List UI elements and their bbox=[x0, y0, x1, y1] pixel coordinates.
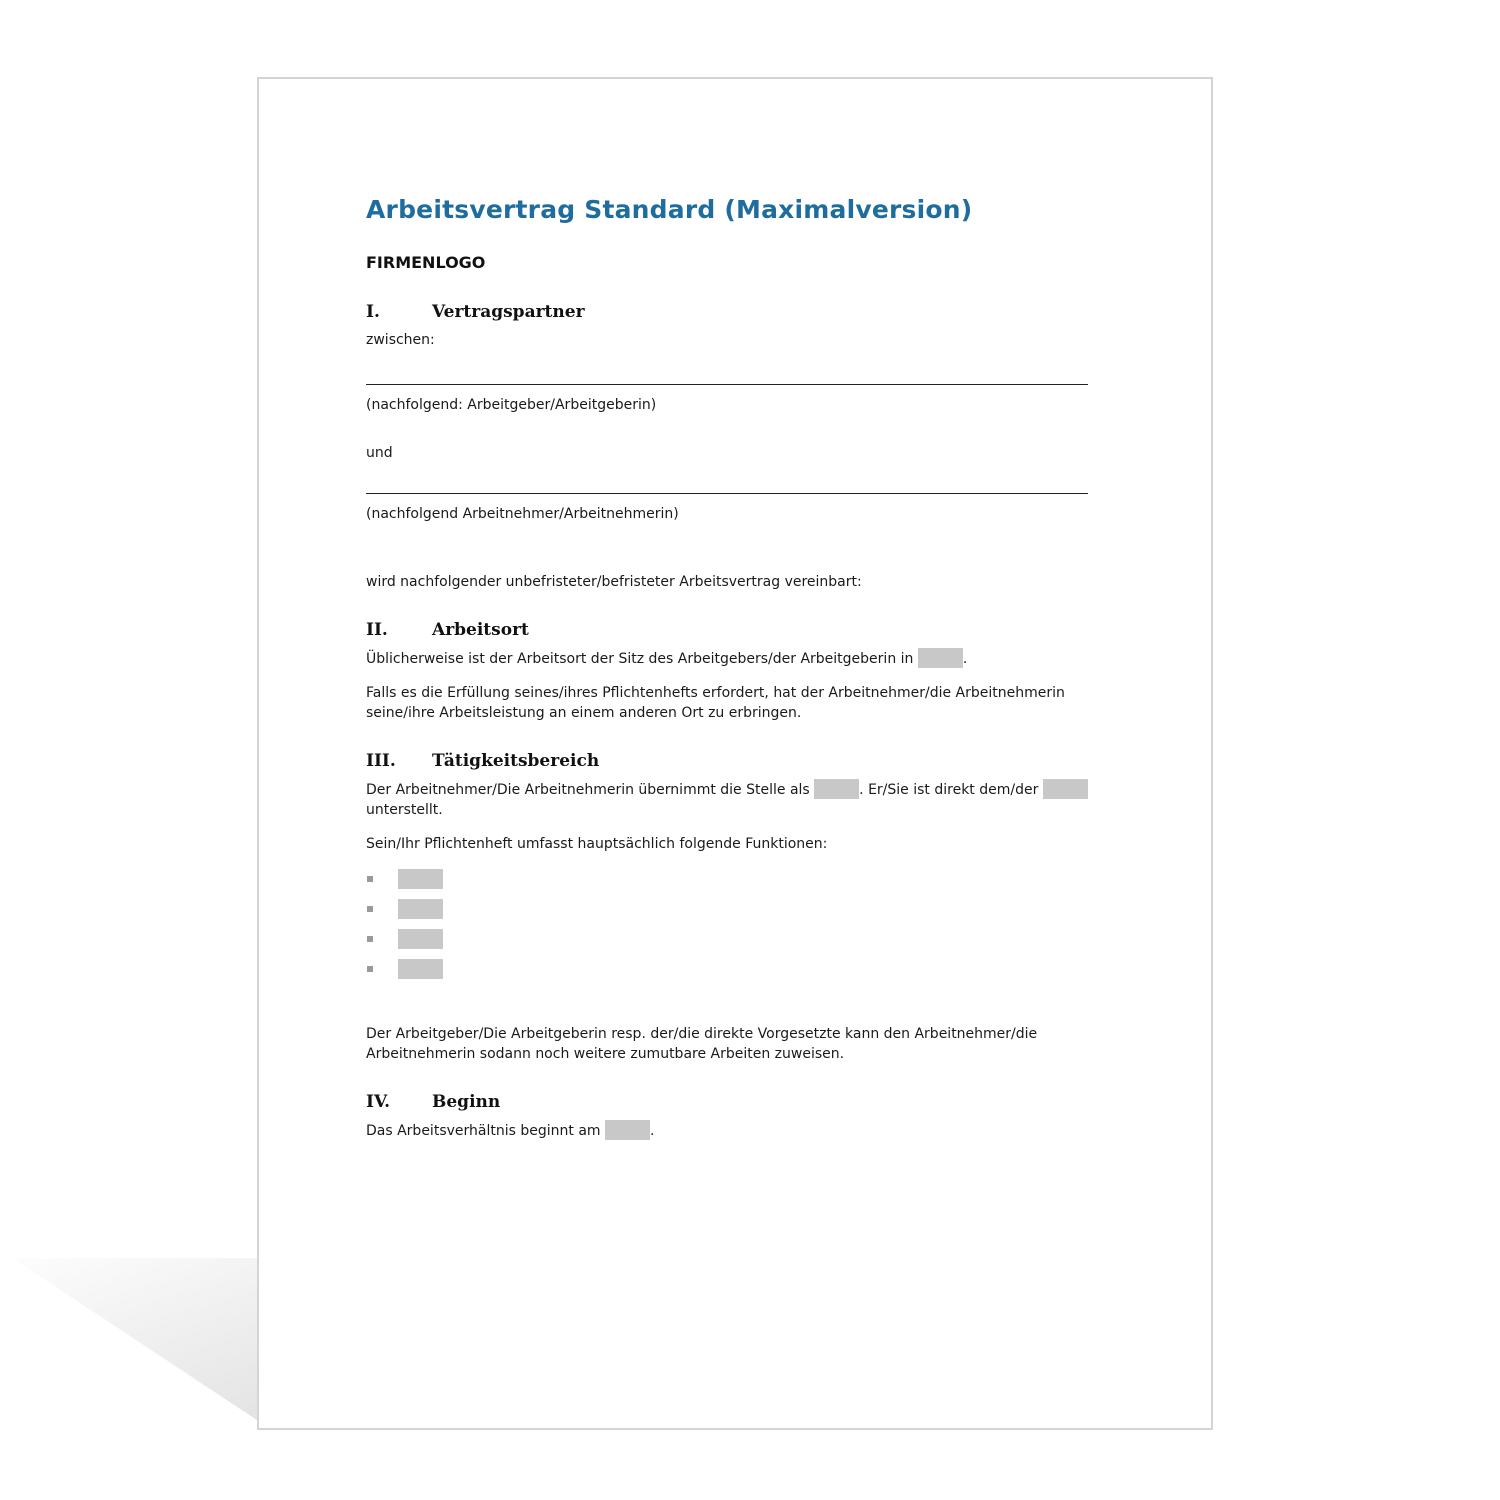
list-item bbox=[366, 924, 1104, 954]
employee-signature-line[interactable] bbox=[366, 493, 1088, 494]
page-shadow bbox=[12, 1258, 272, 1430]
employer-label: (nachfolgend: Arbeitgeber/Arbeitgeberin) bbox=[366, 397, 657, 413]
position-text-mid: . Er/Sie ist direkt dem/der bbox=[859, 782, 1039, 798]
section-heading-arbeitsort bbox=[366, 618, 1104, 642]
section-heading-vertragspartner bbox=[366, 300, 1104, 324]
start-date-text: Das Arbeitsverhältnis beginnt am bbox=[366, 1123, 601, 1139]
position-title-field[interactable] bbox=[814, 779, 859, 799]
section-heading-taetigkeitsbereich bbox=[366, 749, 1104, 773]
duty-field-2[interactable] bbox=[398, 899, 443, 919]
parties-connector: und bbox=[366, 445, 393, 461]
supervisor-field[interactable] bbox=[1043, 779, 1088, 799]
list-item bbox=[366, 864, 1104, 894]
document-title: Arbeitsvertrag Standard (Maximalversion) bbox=[366, 195, 973, 224]
position-paragraph bbox=[366, 779, 1104, 820]
company-logo-placeholder: FIRMENLOGO bbox=[366, 253, 486, 272]
section-heading-beginn bbox=[366, 1090, 1104, 1114]
bullet-icon bbox=[367, 876, 373, 882]
workplace-text: Üblicherweise ist der Arbeitsort der Sitz des Arbeitgebers/der Arbeitgeberin in bbox=[366, 651, 914, 667]
contract-agreement-text: wird nachfolgender unbefristeter/befristeter Arbeitsvertrag vereinbart: bbox=[366, 574, 862, 590]
duty-field-3[interactable] bbox=[398, 929, 443, 949]
section-number: I. bbox=[366, 302, 380, 322]
section-title: Beginn bbox=[432, 1092, 501, 1112]
employee-label: (nachfolgend Arbeitnehmer/Arbeitnehmerin) bbox=[366, 506, 679, 522]
section-title: Vertragspartner bbox=[432, 302, 585, 322]
position-text-end: unterstellt. bbox=[366, 802, 443, 818]
section-number: II. bbox=[366, 620, 388, 640]
start-date-paragraph bbox=[366, 1120, 1104, 1141]
document-content bbox=[366, 193, 1104, 1141]
document-page bbox=[257, 77, 1213, 1430]
bullet-icon bbox=[367, 906, 373, 912]
section-title: Arbeitsort bbox=[432, 620, 529, 640]
section-number: III. bbox=[366, 751, 396, 771]
workplace-city-field[interactable] bbox=[918, 648, 963, 668]
section-title: Tätigkeitsbereich bbox=[432, 751, 600, 771]
duty-field-1[interactable] bbox=[398, 869, 443, 889]
start-date-text-end: . bbox=[650, 1123, 655, 1139]
position-text: Der Arbeitnehmer/Die Arbeitnehmerin übernimmt die Stelle als bbox=[366, 782, 810, 798]
parties-intro: zwischen: bbox=[366, 332, 435, 348]
duties-intro: Sein/Ihr Pflichtenheft umfasst hauptsächlich folgende Funktionen: bbox=[366, 836, 828, 852]
duties-list bbox=[366, 864, 1104, 984]
workplace-flexibility-paragraph: Falls es die Erfüllung seines/ihres Pflichtenhefts erfordert, hat der Arbeitnehmer/die Arbeitnehmerin seine/ihre Arbeitsleistung an einem anderen Ort zu erbringen. bbox=[366, 685, 1065, 721]
bullet-icon bbox=[367, 966, 373, 972]
list-item bbox=[366, 954, 1104, 984]
duty-field-4[interactable] bbox=[398, 959, 443, 979]
employer-signature-line[interactable] bbox=[366, 384, 1088, 385]
section-number: IV. bbox=[366, 1092, 391, 1112]
start-date-field[interactable] bbox=[605, 1120, 650, 1140]
list-item bbox=[366, 894, 1104, 924]
workplace-text-end: . bbox=[962, 651, 968, 667]
workplace-paragraph bbox=[366, 648, 1104, 669]
bullet-icon bbox=[367, 936, 373, 942]
additional-duties-paragraph: Der Arbeitgeber/Die Arbeitgeberin resp. der/die direkte Vorgesetzte kann den Arbeitnehmer/die Arbeitnehmerin sodann noch weitere zumutbare Arbeiten zuweisen. bbox=[366, 1026, 1038, 1062]
